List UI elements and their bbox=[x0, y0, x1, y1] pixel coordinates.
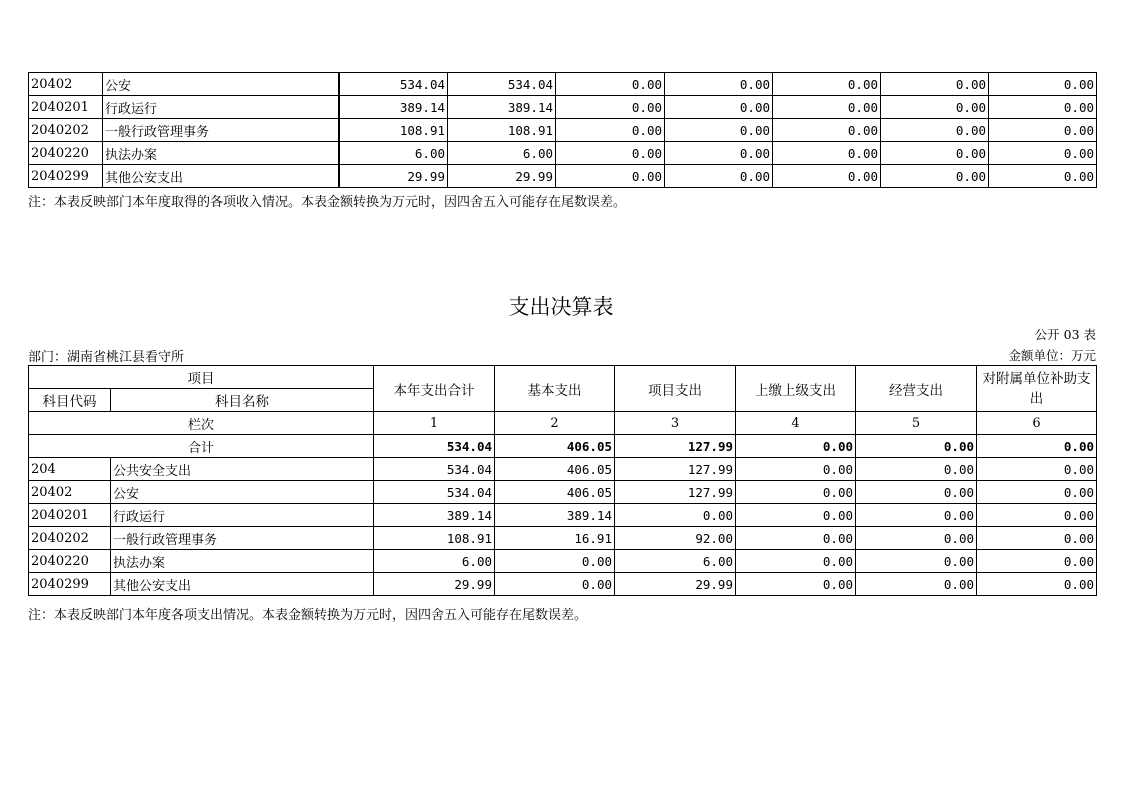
amount-cell: 0.00 bbox=[773, 142, 881, 165]
table-row bbox=[29, 458, 1097, 481]
amount-cell: 0.00 bbox=[977, 458, 1097, 481]
amount-cell: 534.04 bbox=[374, 458, 495, 481]
subject-code: 2040202 bbox=[29, 119, 103, 142]
table-row bbox=[29, 573, 1097, 596]
amount-cell: 92.00 bbox=[615, 527, 736, 550]
subject-name: 其他公安支出 bbox=[111, 573, 374, 596]
column-number: 6 bbox=[977, 412, 1097, 435]
amount-cell: 0.00 bbox=[856, 550, 977, 573]
header-col-1: 本年支出合计 bbox=[374, 366, 495, 412]
amount-cell: 0.00 bbox=[881, 119, 989, 142]
total-row bbox=[29, 435, 1097, 458]
subject-name: 行政运行 bbox=[103, 96, 339, 119]
subject-code: 2040220 bbox=[29, 142, 103, 165]
amount-cell: 0.00 bbox=[977, 550, 1097, 573]
total-value: 0.00 bbox=[736, 435, 856, 458]
amount-cell: 6.00 bbox=[615, 550, 736, 573]
subject-code: 2040220 bbox=[29, 550, 111, 573]
amount-cell: 0.00 bbox=[495, 550, 615, 573]
table-row bbox=[29, 504, 1097, 527]
table-row bbox=[29, 481, 1097, 504]
subject-name: 公安 bbox=[111, 481, 374, 504]
amount-cell: 0.00 bbox=[881, 73, 989, 96]
table-row bbox=[29, 119, 1097, 142]
subject-code: 20402 bbox=[29, 481, 111, 504]
total-value: 127.99 bbox=[615, 435, 736, 458]
column-number: 3 bbox=[615, 412, 736, 435]
table-row bbox=[29, 73, 1097, 96]
header-col-6: 对附属单位补助支出 bbox=[977, 366, 1097, 412]
amount-cell: 0.00 bbox=[881, 165, 989, 188]
amount-cell: 0.00 bbox=[881, 142, 989, 165]
amount-cell: 6.00 bbox=[339, 142, 448, 165]
subject-name: 公共安全支出 bbox=[111, 458, 374, 481]
table-row bbox=[29, 550, 1097, 573]
amount-cell: 0.00 bbox=[881, 96, 989, 119]
subject-code: 204 bbox=[29, 458, 111, 481]
amount-cell: 0.00 bbox=[773, 165, 881, 188]
amount-cell: 0.00 bbox=[736, 527, 856, 550]
column-number: 2 bbox=[495, 412, 615, 435]
amount-cell: 29.99 bbox=[339, 165, 448, 188]
amount-cell: 0.00 bbox=[665, 165, 773, 188]
amount-cell: 127.99 bbox=[615, 458, 736, 481]
amount-cell: 0.00 bbox=[977, 504, 1097, 527]
subject-name: 其他公安支出 bbox=[103, 165, 339, 188]
amount-cell: 0.00 bbox=[556, 96, 665, 119]
total-label: 合计 bbox=[29, 435, 374, 458]
amount-cell: 0.00 bbox=[977, 527, 1097, 550]
subject-name: 行政运行 bbox=[111, 504, 374, 527]
amount-cell: 0.00 bbox=[556, 73, 665, 96]
subject-name: 执法办案 bbox=[103, 142, 339, 165]
amount-cell: 0.00 bbox=[856, 481, 977, 504]
amount-cell: 0.00 bbox=[556, 142, 665, 165]
column-number: 5 bbox=[856, 412, 977, 435]
column-number: 1 bbox=[374, 412, 495, 435]
amount-cell: 0.00 bbox=[856, 527, 977, 550]
amount-cell: 0.00 bbox=[977, 573, 1097, 596]
table-code: 公开 03 表 bbox=[1034, 327, 1096, 342]
amount-cell: 108.91 bbox=[448, 119, 556, 142]
amount-cell: 389.14 bbox=[495, 504, 615, 527]
amount-cell: 0.00 bbox=[989, 119, 1097, 142]
amount-cell: 389.14 bbox=[339, 96, 448, 119]
income-table-tail bbox=[28, 72, 1097, 188]
amount-cell: 0.00 bbox=[989, 96, 1097, 119]
total-value: 0.00 bbox=[856, 435, 977, 458]
amount-cell: 0.00 bbox=[665, 142, 773, 165]
amount-cell: 0.00 bbox=[773, 119, 881, 142]
table-row bbox=[29, 165, 1097, 188]
amount-cell: 127.99 bbox=[615, 481, 736, 504]
subject-code: 2040299 bbox=[29, 165, 103, 188]
amount-cell: 0.00 bbox=[989, 73, 1097, 96]
subject-code: 20402 bbox=[29, 73, 103, 96]
amount-cell: 0.00 bbox=[736, 481, 856, 504]
amount-cell: 0.00 bbox=[665, 119, 773, 142]
amount-cell: 0.00 bbox=[665, 73, 773, 96]
amount-cell: 0.00 bbox=[773, 96, 881, 119]
amount-cell: 0.00 bbox=[773, 73, 881, 96]
amount-cell: 16.91 bbox=[495, 527, 615, 550]
header-item: 项目 bbox=[29, 366, 374, 389]
expense-table-note: 注：本表反映部门本年度各项支出情况。本表金额转换为万元时，因四舍五入可能存在尾数误差。 bbox=[28, 608, 588, 623]
amount-cell: 389.14 bbox=[448, 96, 556, 119]
amount-cell: 0.00 bbox=[989, 165, 1097, 188]
amount-cell: 6.00 bbox=[374, 550, 495, 573]
subject-name: 一般行政管理事务 bbox=[103, 119, 339, 142]
income-table-note: 注：本表反映部门本年度取得的各项收入情况。本表金额转换为万元时，因四舍五入可能存在尾数误差。 bbox=[28, 195, 627, 210]
amount-cell: 0.00 bbox=[856, 573, 977, 596]
amount-cell: 0.00 bbox=[977, 481, 1097, 504]
amount-cell: 389.14 bbox=[374, 504, 495, 527]
subject-code: 2040202 bbox=[29, 527, 111, 550]
header-col-3: 项目支出 bbox=[615, 366, 736, 412]
amount-cell: 0.00 bbox=[736, 573, 856, 596]
amount-cell: 108.91 bbox=[374, 527, 495, 550]
subject-name: 公安 bbox=[103, 73, 339, 96]
amount-cell: 0.00 bbox=[736, 458, 856, 481]
subject-name: 执法办案 bbox=[111, 550, 374, 573]
amount-cell: 0.00 bbox=[989, 142, 1097, 165]
amount-cell: 534.04 bbox=[339, 73, 448, 96]
amount-cell: 108.91 bbox=[339, 119, 448, 142]
amount-cell: 29.99 bbox=[374, 573, 495, 596]
subject-code: 2040201 bbox=[29, 504, 111, 527]
subject-name: 一般行政管理事务 bbox=[111, 527, 374, 550]
amount-cell: 0.00 bbox=[736, 550, 856, 573]
amount-cell: 0.00 bbox=[556, 165, 665, 188]
header-col-2: 基本支出 bbox=[495, 366, 615, 412]
department-label: 部门：湖南省桃江县看守所 bbox=[28, 350, 185, 365]
total-value: 406.05 bbox=[495, 435, 615, 458]
subject-code: 2040299 bbox=[29, 573, 111, 596]
amount-cell: 0.00 bbox=[665, 96, 773, 119]
amount-cell: 0.00 bbox=[556, 119, 665, 142]
total-value: 534.04 bbox=[374, 435, 495, 458]
amount-cell: 29.99 bbox=[448, 165, 556, 188]
expense-table-title: 支出决算表 bbox=[508, 295, 614, 319]
table-row bbox=[29, 96, 1097, 119]
table-row bbox=[29, 142, 1097, 165]
total-value: 0.00 bbox=[977, 435, 1097, 458]
amount-cell: 406.05 bbox=[495, 481, 615, 504]
amount-cell: 0.00 bbox=[856, 504, 977, 527]
table-row bbox=[29, 527, 1097, 550]
amount-cell: 534.04 bbox=[448, 73, 556, 96]
amount-cell: 0.00 bbox=[615, 504, 736, 527]
expense-table bbox=[28, 365, 1097, 596]
header-subject-name: 科目名称 bbox=[111, 389, 374, 412]
header-row-label: 栏次 bbox=[29, 412, 374, 435]
subject-code: 2040201 bbox=[29, 96, 103, 119]
amount-cell: 534.04 bbox=[374, 481, 495, 504]
amount-cell: 0.00 bbox=[495, 573, 615, 596]
header-col-4: 上缴上级支出 bbox=[736, 366, 856, 412]
header-subject-code: 科目代码 bbox=[29, 389, 111, 412]
amount-cell: 6.00 bbox=[448, 142, 556, 165]
amount-unit-label: 金额单位：万元 bbox=[1008, 348, 1096, 363]
amount-cell: 0.00 bbox=[856, 458, 977, 481]
amount-cell: 406.05 bbox=[495, 458, 615, 481]
column-number: 4 bbox=[736, 412, 856, 435]
amount-cell: 0.00 bbox=[736, 504, 856, 527]
amount-cell: 29.99 bbox=[615, 573, 736, 596]
header-col-5: 经营支出 bbox=[856, 366, 977, 412]
